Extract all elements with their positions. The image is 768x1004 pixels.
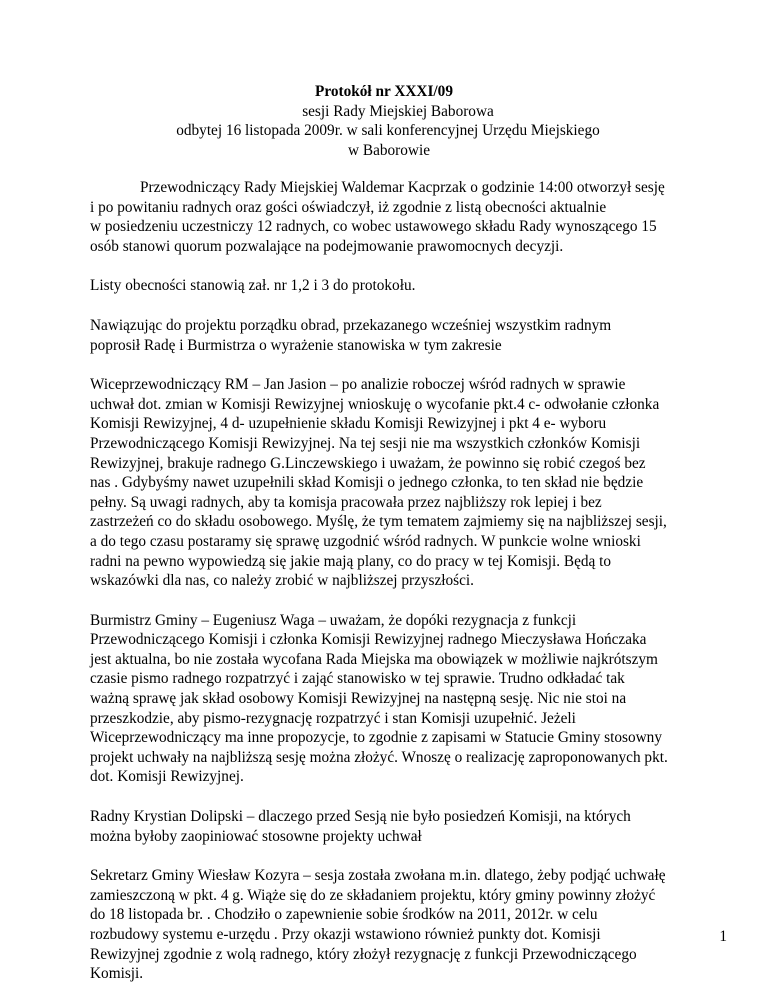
paragraph-secretary — [90, 866, 700, 984]
paragraph-councillor — [90, 807, 700, 846]
text-line: wskazówki dla nas, co należy zrobić w najbliższej przyszłości. — [90, 572, 474, 590]
text-line: nas . Gdybyśmy nawet uzupełnili skład Komisji o jednego członka, to ten skład nie będzie — [90, 474, 644, 492]
text-line: projekt uchwały na najbliższą sesję można złożyć. Wnoszę o realizację zaproponowanych pkt. — [90, 748, 668, 766]
text-line: Radny Krystian Dolipski – dlaczego przed Sesją nie było posiedzeń Komisji, na których — [90, 808, 631, 826]
paragraph-opening — [90, 178, 700, 256]
text-line: Komisji. — [90, 965, 144, 983]
text-line: ważną sprawę jak skład osobowy Komisji Rewizyjnej na następną sesję. Nic nie stoi na — [90, 690, 627, 708]
paragraph-attendance — [90, 276, 700, 296]
text-line: jest aktualna, bo nie została wycofana Rada Miejska ma obowiązek w możliwie najkrótszym — [90, 650, 658, 668]
text-line: Nawiązując do projektu porządku obrad, przekazanego wcześniej wszystkim radnym — [90, 316, 612, 334]
text-line: zastrzeżeń co do składu osobowego. Myślę, że tym tematem zajmiemy się na najbliższej sesji, — [90, 513, 667, 531]
text-line: Burmistrz Gminy – Eugeniusz Waga – uważam, że dopóki rezygnacja z funkcji — [90, 611, 577, 629]
text-line: można byłoby zaopiniować stosowne projekty uchwał — [90, 827, 422, 845]
text-line: Przewodniczący Rady Miejskiej Waldemar Kacprzak o godzinie 14:00 otworzył sesję — [140, 179, 665, 196]
text-line: poprosił Radę i Burmistrza o wyrażenie stanowiska w tym zakresie — [90, 336, 502, 354]
protocol-title: Protokół nr XXXI/09 — [315, 83, 453, 100]
text-line: a do tego czasu postaramy się sprawę uzgodnić wśród radnych. W punkcie wolne wnioski — [90, 532, 641, 550]
text-line: dot. Komisji Rewizyjnej. — [90, 768, 244, 786]
session-name: sesji Rady Miejskiej Baborowa — [302, 102, 494, 120]
session-date-location: odbytej 16 listopada 2009r. w sali konferencyjnej Urzędu Miejskiego — [176, 122, 600, 139]
text-line: uchwał dot. zmian w Komisji Rewizyjnej wnioskuję o wycofanie pkt.4 c- odwołanie członka — [90, 395, 660, 413]
text-line: Sekretarz Gminy Wiesław Kozyra – sesja została zwołana m.in. dlatego, żeby podjąć uchwałę — [90, 867, 666, 885]
text-line: Wiceprzewodniczący ma inne propozycje, to zgodnie z zapisami w Statucie Gminy stosowny — [90, 729, 662, 747]
text-line: Rewizyjnej zgodnie z wolą radnego, który złożył rezygnację z funkcji Przewodniczącego — [90, 945, 637, 963]
text-line: Przewodniczącego Komisji Rewizyjnej. Na tej sesji nie ma wszystkich członków Komisji — [90, 434, 641, 452]
text-line: czasie pismo radnego rozpatrzyć i zająć stanowisko w tej sprawie. Trudno odkładać tak — [90, 670, 625, 688]
paragraph-agenda — [90, 316, 700, 355]
text-line: radni na pewno wypowiedzą się jakie mają plany, co do pracy w tej Komisji. Będą to — [90, 552, 612, 570]
text-line: Przewodniczącego Komisji i członka Komisji Rewizyjnej radnego Mieczysława Hończaka — [90, 631, 647, 649]
text-line: Wiceprzewodniczący RM – Jan Jasion – po analizie roboczej wśród radnych w sprawie — [90, 376, 626, 394]
text-line: rozbudowy systemu e-urzędu . Przy okazji wstawiono również punkty dot. Komisji — [90, 926, 601, 943]
text-line: Rewizyjnej, brakuje radnego G.Linczewskiego i uważam, że powinno się robić czegoś bez — [90, 454, 646, 472]
text-line: Listy obecności stanowią zał. nr 1,2 i 3 do protokołu. — [90, 277, 416, 295]
paragraph-mayor — [90, 611, 700, 787]
paragraph-vice-chairman — [90, 375, 700, 591]
text-line: przeszkodzie, aby pismo-rezygnację rozpatrzyć i stan Komisji uzupełnić. Jeżeli — [90, 709, 576, 727]
text-line: Komisji Rewizyjnej, 4 d- uzupełnienie składu Komisji Rewizyjnej i pkt 4 e- wyboru — [90, 415, 607, 433]
text-line: osób stanowi quorum pozwalające na podejmowanie prawomocnych decyzji. — [90, 237, 564, 255]
text-line: i po powitaniu radnych oraz gości oświadczył, iż zgodnie z listą obecności aktualnie — [90, 198, 607, 216]
session-city: w Baborowie — [348, 141, 430, 159]
document-body — [90, 178, 700, 1004]
text-line: do 18 listopada br. . Chodziło o zapewnienie sobie środków na 2011, 2012r. w celu — [90, 906, 598, 924]
page-number: 1 — [719, 928, 727, 945]
document-header — [0, 82, 768, 160]
text-line: w posiedzeniu uczestniczy 12 radnych, co wobec ustawowego składu Rady wynoszącego 15 — [90, 218, 657, 236]
text-line: zamieszczoną w pkt. 4 g. Wiąże się do ze składaniem projektu, który gminy powinny złożyć — [90, 886, 656, 904]
text-line: pełny. Są uwagi radnych, aby ta komisja pracowała przez najbliższy rok lepiej i bez — [90, 493, 602, 511]
